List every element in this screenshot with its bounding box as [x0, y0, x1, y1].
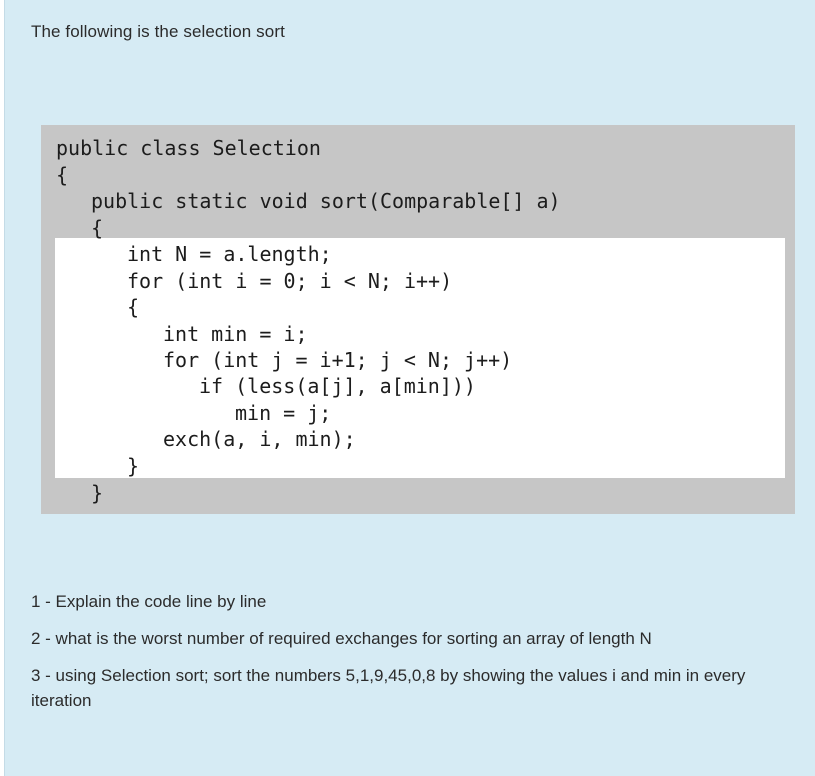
code-line-4: { — [91, 216, 104, 240]
question-panel — [4, 0, 815, 776]
code-line-3: public static void sort(Comparable[] a) — [91, 189, 561, 213]
code-line-9: for (int j = i+1; j < N; j++) — [163, 348, 513, 372]
code-line-7: { — [127, 295, 140, 319]
code-line-6: for (int i = 0; i < N; i++) — [127, 269, 453, 293]
question-1: 1 - Explain the code line by line — [31, 592, 267, 611]
code-line-1: public class Selection — [56, 136, 321, 160]
question-3: 3 - using Selection sort; sort the numbers 5,1,9,45,0,8 by showing the values i and min in every iteration — [31, 666, 746, 710]
code-line-10: if (less(a[j], a[min])) — [199, 374, 476, 398]
intro-text: The following is the selection sort — [31, 22, 285, 41]
code-line-5: int N = a.length; — [127, 242, 332, 266]
code-line-13: } — [127, 454, 140, 478]
code-line-11: min = j; — [235, 401, 332, 425]
code-line-8: int min = i; — [163, 322, 308, 346]
question-2: 2 - what is the worst number of required exchanges for sorting an array of length N — [31, 629, 652, 648]
code-line-14: } — [91, 481, 104, 505]
question-list — [31, 589, 791, 725]
code-block — [41, 125, 795, 514]
code-line-12: exch(a, i, min); — [163, 427, 356, 451]
code-line-2: { — [56, 163, 69, 187]
